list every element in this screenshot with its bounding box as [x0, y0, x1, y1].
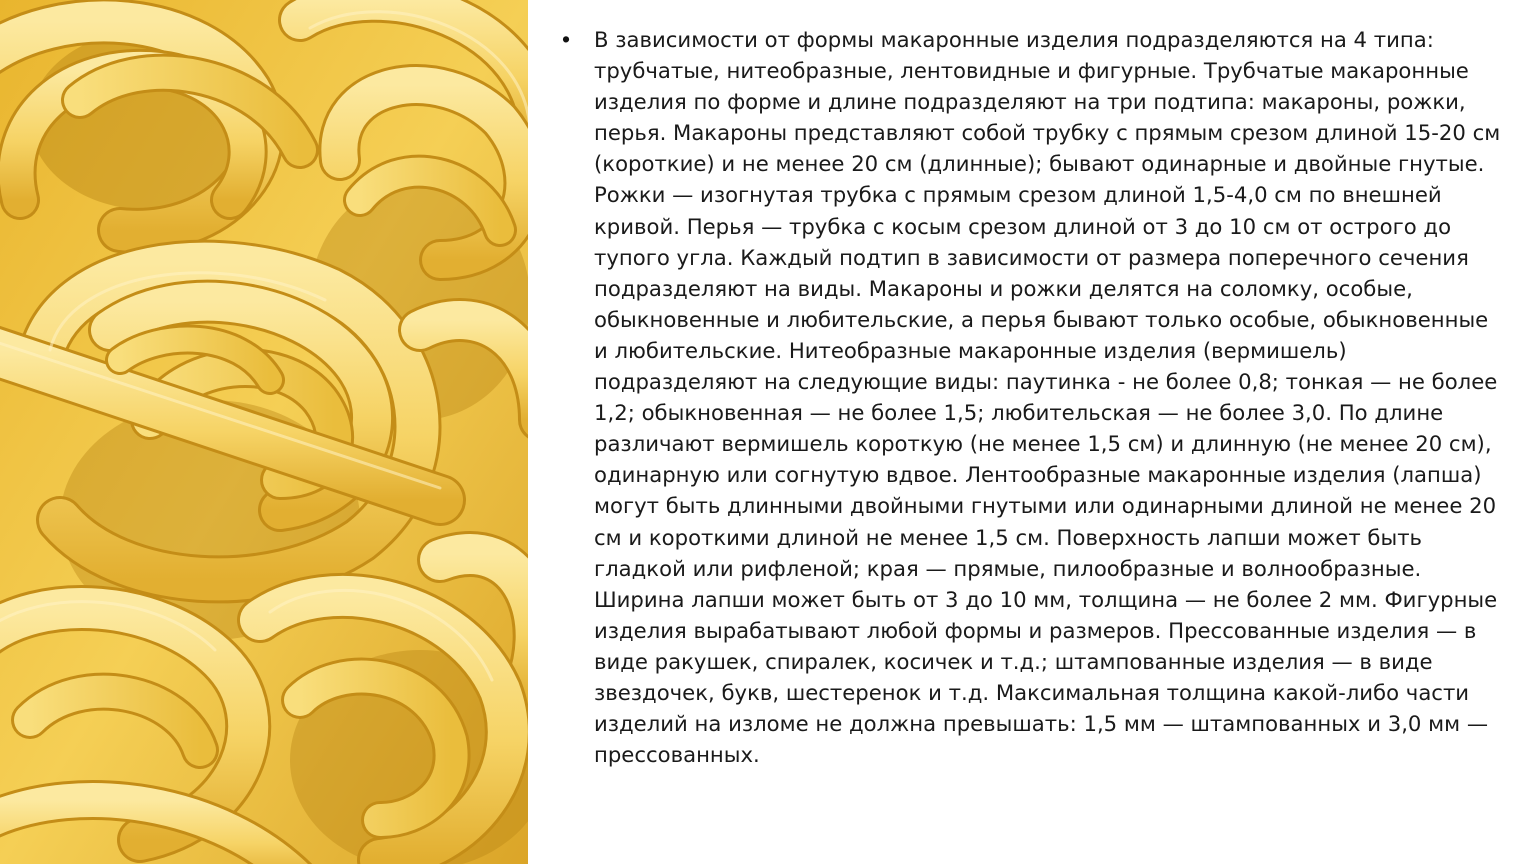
pasta-photo [0, 0, 528, 864]
bullet-item [562, 24, 1508, 770]
bullet-marker: • [562, 26, 571, 52]
pasta-illustration [0, 0, 528, 864]
body-paragraph: В зависимости от формы макаронные изделия подразделяются на 4 типа: трубчатые, нитеобразные, лентовидные и фигурные. Трубчатые макаронные изделия по форме и длине подразделяют на три подтипа: макароны, рожки, перья. Макароны представляют собой трубку с прямым срезом длиной 15-20 см (короткие) и не менее 20 см (длинные); бывают одинарные и двойные гнутые. Рожки — изогнутая трубка с прямым срезом длиной 1,5-4,0 см по внешней кривой. Перья — трубка с косым срезом длиной от 3 до 10 см от острого до тупого угла. Каждый подтип в зависимости от размера поперечного сечения подразделяют на виды. Макароны и рожки делятся на соломку, особые, обыкновенные и любительские, а перья бывают только особые, обыкновенные и любительские. Нитеобразные макаронные изделия (вермишель) подразделяют на следующие виды: паутинка - не более 0,8; тонкая — не более 1,2; обыкновенная — не более 1,5; любительская — не более 3,0. По длине различают вермишель короткую (не менее 1,5 см) и длинную (не менее 20 см), одинарную или согнутую вдвое. Лентообразные макаронные изделия (лапша) могут быть длинными двойными гнутыми или одинарными длиной не менее 20 см и короткими длиной не менее 1,5 см. Поверхность лапши может быть гладкой или рифленой; края — прямые, пилообразные и волнообразные. Ширина лапши может быть от 3 до 10 мм, толщина — не более 2 мм. Фигурные изделия вырабатывают любой формы и размеров. Прессованные изделия — в виде ракушек, спиралек, косичек и т.д.; штампованные изделия — в виде звездочек, букв, шестеренок и т.д. Максимальная толщина какой-либо части изделий на изломе не должна превышать: 1,5 мм — штампованных и 3,0 мм — прессованных. [594, 27, 1501, 768]
text-area [562, 24, 1508, 844]
